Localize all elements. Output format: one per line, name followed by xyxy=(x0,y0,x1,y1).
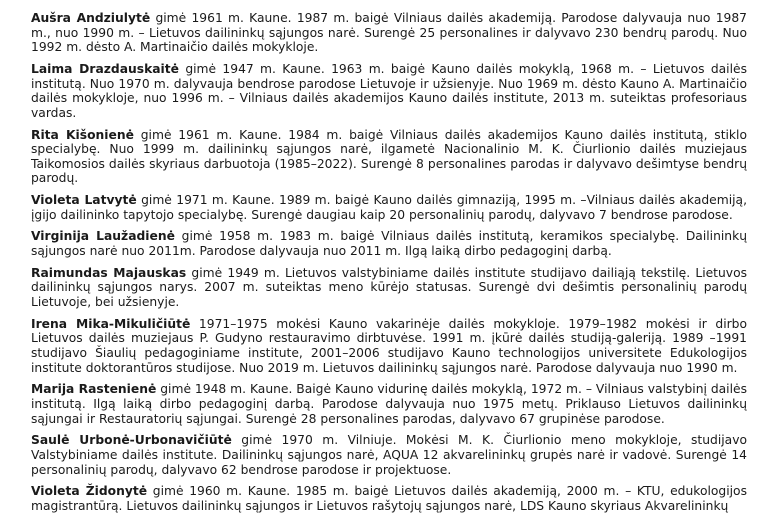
bio-entry-mika-mikuliciute xyxy=(31,317,747,375)
artist-name: Saulė Urbonė-Urbonavičiūtė xyxy=(31,433,232,448)
bio-entry-urbone-urbonaviciute xyxy=(31,433,747,477)
artist-name: Aušra Andziulytė xyxy=(31,11,151,25)
bio-entry-majauskas xyxy=(31,266,747,310)
artist-bio: gimė 1961 m. Kaune. 1984 m. baigė Vilniaus dailės akademijos Kauno dailės institutą, stiklo specialybę. Nuo 1999 m. dailininkų sąjungos narė, ilgametė Nacionalinio M. K. Čiurlionio dailės muziejaus Taikomosios dailės skyriaus darbuotoja (1985–2022). Surengė 8 personalines parodas ir dalyvavo dešimtyse bendrų parodų. xyxy=(31,127,747,186)
artist-name: Raimundas Majauskas xyxy=(31,265,187,280)
artist-bio: gimė 1949 m. Lietuvos valstybiniame dailės institute studijavo dailiąją tekstilę. Lietuvos dailininkų sąjungos narys. 2007 m. suteiktas meno kūrėjo statusas. Surengė dvi dešimtis personalinių parodų Lietuvoje, bei užsienyje. xyxy=(31,265,748,310)
artist-bio: gimė 1947 m. Kaune. 1963 m. baigė Kauno dailės mokyklą, 1968 m. – Lietuvos dailės institutą. Nuo 1970 m. dalyvauja bendrose parodose Lietuvoje ir užsienyje. Nuo 1969 m. dėsto Kauno A. Martinaičio dailės mokykloje, nuo 1996 m. – Vilniaus dailės akademijos Kauno dailės institute, 2013 m. suteiktas profesoriaus vardas. xyxy=(31,61,747,120)
bio-entry-andziulyte xyxy=(31,11,747,55)
artist-name: Rita Kišonienė xyxy=(31,127,134,142)
artist-bio: gimė 1971 m. Kaune. 1989 m. baigė Kauno dailės gimnaziją, 1995 m. –Vilniaus dailės akademiją, įgijo dailininko tapytojo specialybę. Surengė daugiau kaip 20 personalinių parodų, dalyvavo 7 bendrose parodose. xyxy=(31,193,747,222)
artist-name: Virginija Laužadienė xyxy=(31,229,175,244)
artist-bio: gimė 1958 m. 1983 m. baigė Vilniaus dailės institutą, keramikos specialybę. Dailininkų sąjungos narė nuo 2011m. Parodose dalyvauja nuo 2011 m. Ilgą laiką dirbo pedagoginį darbą. xyxy=(31,229,748,259)
bio-entry-latvyte xyxy=(31,193,747,222)
biography-list xyxy=(31,11,747,514)
artist-name: Laima Drazdauskaitė xyxy=(31,61,179,76)
artist-bio: 1971–1975 mokėsi Kauno vakarinėje dailės mokykloje. 1979–1982 mokėsi ir dirbo Lietuvos dailės muziejaus P. Gudyno restauravimo dirbtuvėse. 1991 m. įkūrė dailės studiją-galeriją. 1989 –1991 studijavo Šiaulių pedagoginiame institute, 2001–2006 studijavo Kauno technologijos universitete Edukologijos institute doktorantūros studijose. Nuo 2019 m. Lietuvos dailininkų sąjungos narė. Parodose dalyvauja nuo 1990 m. xyxy=(31,316,747,375)
bio-entry-drazdauskaite xyxy=(31,62,747,120)
artist-name: Irena Mika-Mikuličiūtė xyxy=(31,316,191,331)
artist-name: Violeta Latvytė xyxy=(31,193,137,208)
artist-bio: gimė 1961 m. Kaune. 1987 m. baigė Vilniaus dailės akademiją. Parodose dalyvauja nuo 1987 m., nuo 1990 m. – Lietuvos dailininkų sąjungos narė. Surengė 25 personalines ir dalyvavo 230 bendrų parodų. Nuo 1992 m. dėsto A. Martinaičio dailės mokykloje. xyxy=(31,11,747,55)
bio-entry-lauzadiene xyxy=(31,229,747,258)
bio-entry-rasteniene xyxy=(31,382,747,426)
artist-name: Marija Rastenienė xyxy=(31,382,157,397)
artist-name: Violeta Židonytė xyxy=(31,484,148,499)
artist-bio: gimė 1960 m. Kaune. 1985 m. baigė Lietuvos dailės akademiją, 2000 m. – KTU, edukologijos magistrantūrą. Lietuvos dailininkų sąjungos ir Lietuvos rašytojų sąjungos narė, LDS Kauno skyriaus Akvarelininkų xyxy=(31,484,747,513)
artist-bio: gimė 1970 m. Vilniuje. Mokėsi M. K. Čiurlionio meno mokykloje, studijavo Valstybiniame dailės institute. Dailininkų sąjungos narė, AQUA 12 akvarelininkų grupės narė ir vadovė. Surengė 14 personalinių parodų, dalyvavo 62 bendrose parodose ir projektuose. xyxy=(31,433,747,477)
bio-entry-kisoniene xyxy=(31,128,747,186)
bio-entry-zidonyte xyxy=(31,484,747,513)
artist-bio: gimė 1948 m. Kaune. Baigė Kauno vidurinę dailės mokyklą, 1972 m. – Vilniaus valstybinį dailės institutą. Ilgą laiką dirbo pedagoginį darbą. Parodose dalyvauja nuo 1975 metų. Priklauso Lietuvos dailininkų sąjungai ir Restauratorių sąjungai. Surengė 28 personalines parodas, dalyvavo 67 grupinėse parodose. xyxy=(31,382,747,426)
